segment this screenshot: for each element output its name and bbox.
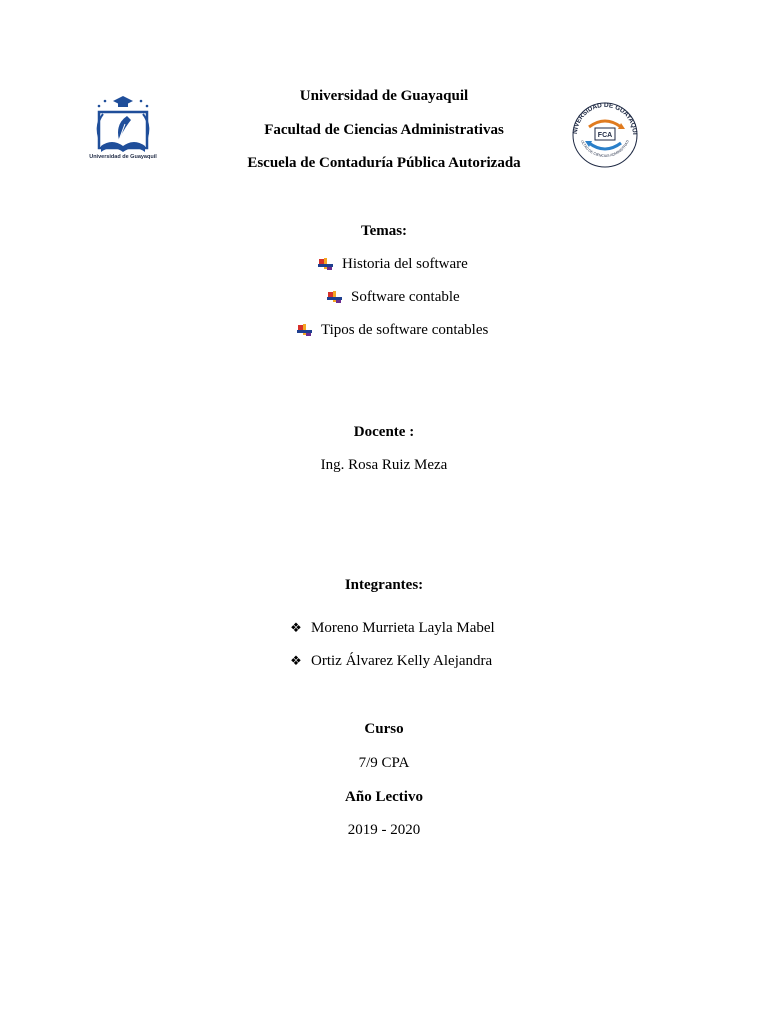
integrantes-heading: Integrantes: bbox=[344, 577, 424, 593]
tema-label: Historia del software bbox=[342, 256, 468, 272]
docente-heading: Docente : bbox=[353, 424, 415, 440]
university-logo-caption: Universidad de Guayaquil bbox=[89, 154, 157, 160]
school-title: Escuela de Contaduría Pública Autorizada bbox=[247, 155, 521, 171]
faculty-title: Facultad de Ciencias Administrativas bbox=[264, 122, 504, 138]
colored-flag-bullet-icon bbox=[327, 290, 343, 304]
curso-value: 7/9 CPA bbox=[358, 755, 410, 771]
colored-flag-bullet-icon bbox=[297, 323, 313, 337]
tema-label: Software contable bbox=[351, 289, 460, 305]
tema-item bbox=[297, 321, 488, 339]
tema-label: Tipos de software contables bbox=[321, 322, 489, 338]
seal-center-text: FCA bbox=[597, 132, 613, 139]
member-name: Moreno Murrieta Layla Mabel bbox=[311, 620, 495, 636]
anio-lectivo-heading: Año Lectivo bbox=[345, 789, 423, 805]
university-title: Universidad de Guayaquil bbox=[299, 88, 469, 104]
temas-heading: Temas: bbox=[360, 223, 408, 239]
tema-item bbox=[327, 288, 460, 306]
docente-name: Ing. Rosa Ruiz Meza bbox=[320, 457, 448, 473]
colored-flag-bullet-icon bbox=[318, 257, 334, 271]
tema-item bbox=[318, 255, 468, 273]
member-item bbox=[289, 619, 495, 637]
curso-heading: Curso bbox=[364, 721, 404, 737]
four-diamond-bullet-icon: ❖ bbox=[290, 620, 302, 635]
seal-bottom-text: ULTAD DE CIENCIAS ADMINISTRATI bbox=[579, 139, 631, 159]
seal-ring-text: NIVERSIDAD DE GUAYAQUI bbox=[571, 101, 639, 135]
member-name: Ortiz Álvarez Kelly Alejandra bbox=[311, 653, 493, 669]
four-diamond-bullet-icon: ❖ bbox=[290, 653, 302, 668]
member-item bbox=[289, 652, 492, 670]
anio-lectivo-value: 2019 - 2020 bbox=[347, 822, 421, 838]
